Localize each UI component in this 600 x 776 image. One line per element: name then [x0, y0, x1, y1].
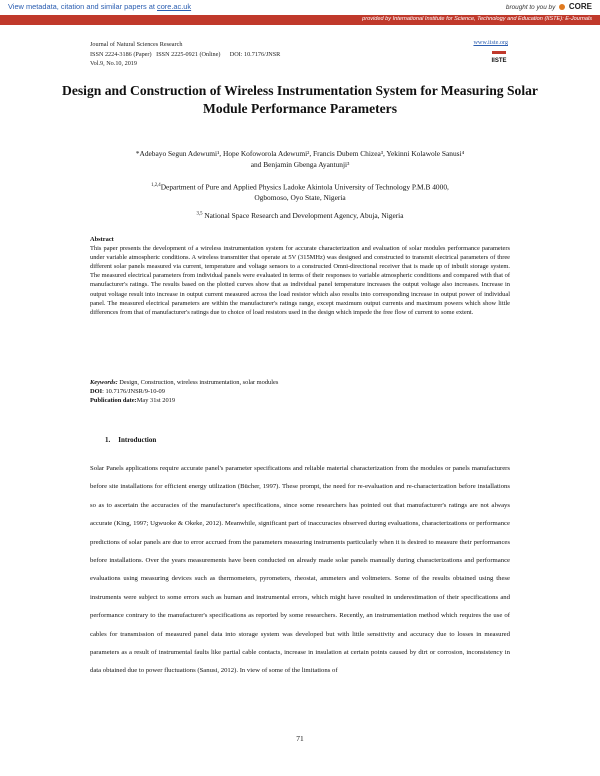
journal-issn: ISSN 2224-3186 (Paper) ISSN 2225-0921 (Online) DOI: 10.7176/JNSR [90, 50, 281, 58]
page-number: 71 [296, 734, 304, 743]
iiste-logo-icon [490, 49, 508, 65]
abstract [90, 235, 510, 317]
journal-url[interactable]: www.iiste.org [473, 39, 508, 46]
core-metadata-link[interactable]: View metadata, citation and similar papers at core.ac.uk [8, 2, 192, 11]
introduction-text: Solar Panels applications require accurate panel's parameter specifications and reliable material characterization from the modules or panels manufacturers before site installations for efficient energy utilization (Bücher, 1997). These prompt, the need for re-evaluation and re-characterization before installations so as to ascertain the accuracies of the manufacturer's specifications, since some researchers has pointed out that manufacturer's ratings are not always accurate (King, 1997; Ugwuoke & Okeke, 2012). Meanwhile, significant part of inaccuracies observed during evaluations, characterizations or performance predictions of solar panels are due to error accrued from the parameters measuring instruments particularly when it is desired to measure their performances before installations. Over the years measurements have been conducted on already made solar panels manually during characterizations and performance evaluations using measuring devices such as thermometers, pyrometers, rheostat, ammeters and voltmeters. Some of the results obtained using these instruments were subject to some errors such as human and instrumental errors, which might have resulted in underestimation of their specifications and performance contrary to the manufacturer's specifications as reported by some researchers. Recently, an instrumentation method which requires the use of cables for transmission of measured panel data into storage system was developed but with little sensitivity and accuracy due to losses in measured parameters as a result of instrumental faults like partial cable contacts, increase in insulation at certain points caused by dirt or corrosion, inconsistency in data obtained due to power fluctuations (Sanusi, 2012). In view of some of the limitations of [90, 465, 510, 675]
affiliation-1: $^{1,2,4}$Department of Pure and Applied Physics Ladoke Akintola University of Technology P.M.B 4000, Ogbomoso, Oyo State, Nigeria [151, 182, 449, 203]
journal-site [473, 39, 508, 65]
keywords: Keywords: Design, Construction, wireless instrumentation, solar modules [90, 379, 279, 386]
authors-line-2: and Benjamin Gbenga Ayantunji³ [250, 160, 350, 169]
publication-date: Publication date:May 31st 2019 [90, 397, 176, 405]
author-list [60, 148, 540, 170]
journal-header [90, 40, 280, 69]
provider-banner: provided by International Institute for Science, Technology and Education (IISTE): E-Journals [0, 15, 600, 25]
doi: DOI: 10.7176/JNSR/9-10-09 [90, 388, 165, 396]
journal-volume: Vol.9, No.10, 2019 [90, 60, 137, 68]
top-banner [0, 0, 600, 14]
section-heading: 1. Introduction [105, 436, 157, 444]
core-brand[interactable]: brought to you by CORE [505, 2, 592, 11]
core-logo-icon [559, 4, 565, 10]
journal-name: Journal of Natural Sciences Research [90, 41, 183, 48]
authors-line-1: *Adebayo Segun Adewumi¹, Hope Kofoworola Adewumi², Francis Dubem Chizea³, Yekinni Kolawole Sanusi⁴ [135, 149, 465, 158]
paper-title: Design and Construction of Wireless Instrumentation System for Measuring Solar Module Performance Parameters [62, 83, 538, 116]
svg-text:IISTE: IISTE [491, 58, 507, 64]
abstract-text: This paper presents the development of a wireless instrumentation system for accurate characterization and evaluation of solar modules performance parameters under variable atmospheric conditions. A wireless transmitter that operate at 5V (315MHz) was designed and constructed to transmit electrical parameters of three different solar panels measured via current, temperature and voltage sensors to a constructed Omni-directional receiver that is made up of inbuilt storage system. The measured electrical parameters from individual panels were evaluated in terms of their responses to variable atmospheric conditions and compared with that of manufacturer's ratings. The results based on the plotted curves show that as individual panel temperature increases the output voltage also increases. Increase in output voltage result into increase in output current measured across the load resistor which also results into corresponding increase in output power of individual panel. The measured electrical parameters are within the manufacturer's ratings range, except maximum output currents and maximum powers which show little differences from that of manufacturer's ratings due to choice of load resistors used in the design which impede the free flow of current to some extent. [90, 245, 510, 316]
affiliation-2: $^{3,5}$ National Space Research and Development Agency, Abuja, Nigeria [196, 211, 404, 220]
abstract-heading: Abstract [90, 236, 114, 243]
paper-meta [90, 378, 510, 405]
